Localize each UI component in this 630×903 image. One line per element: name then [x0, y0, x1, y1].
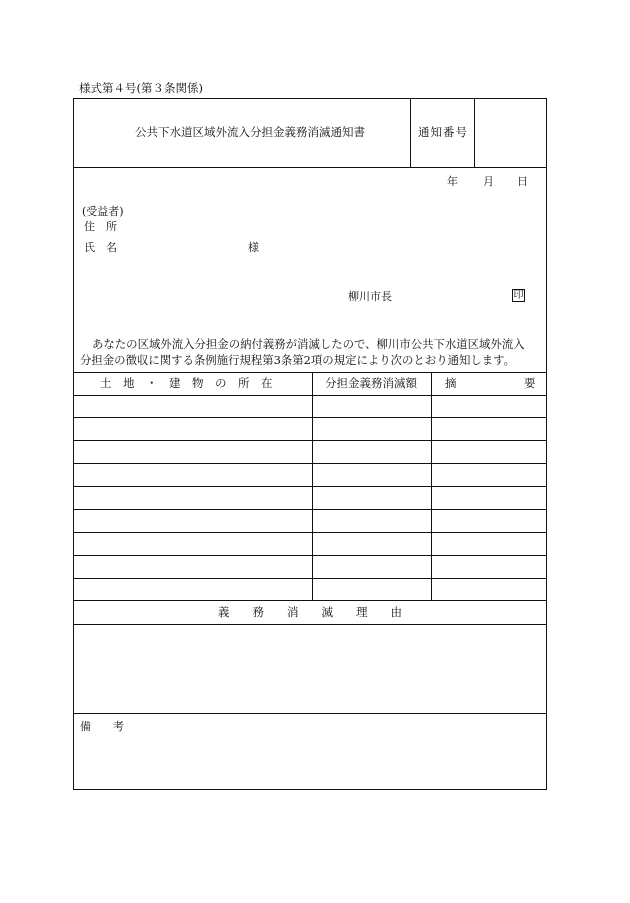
table-row	[73, 510, 547, 533]
cell-location[interactable]	[78, 561, 312, 575]
cell-amount[interactable]	[316, 469, 431, 483]
cell-summary[interactable]	[435, 561, 545, 575]
body-text-line-1: あなたの区域外流入分担金の納付義務が消滅したので、柳川市公共下水道区域外流入	[92, 337, 525, 351]
remarks-label: 備 考	[80, 720, 124, 733]
cell-location[interactable]	[78, 538, 312, 552]
cell-location[interactable]	[78, 469, 312, 483]
table-row	[73, 579, 547, 602]
cell-summary[interactable]	[435, 584, 545, 598]
table-bottom-rule	[73, 600, 547, 601]
cell-amount[interactable]	[316, 515, 431, 529]
table-top-rule	[73, 372, 547, 373]
mayor-title: 柳川市長	[348, 290, 392, 303]
table-row	[73, 487, 547, 510]
header-bottom-rule	[73, 167, 547, 168]
table-row	[73, 395, 547, 418]
column-header-location: 土 地 ・ 建 物 の 所 在	[100, 376, 273, 390]
header-divider-left	[410, 98, 411, 168]
cell-summary[interactable]	[435, 469, 545, 483]
cell-location[interactable]	[78, 446, 312, 460]
cell-summary[interactable]	[435, 538, 545, 552]
date-month: 月	[483, 175, 494, 188]
cell-amount[interactable]	[316, 423, 431, 437]
notice-number-label: 通知番号	[418, 125, 468, 139]
name-label: 氏 名	[84, 241, 117, 254]
honorific: 様	[248, 241, 259, 254]
date-year: 年	[447, 175, 458, 188]
cell-summary[interactable]	[435, 515, 545, 529]
cell-location[interactable]	[78, 515, 312, 529]
table-row	[73, 464, 547, 487]
table-row	[73, 556, 547, 579]
cell-location[interactable]	[78, 492, 312, 506]
cell-summary[interactable]	[435, 492, 545, 506]
cell-location[interactable]	[78, 400, 312, 414]
remarks-top-rule	[73, 713, 547, 714]
reason-heading-rule	[73, 624, 547, 625]
column-header-summary-1: 摘	[445, 376, 457, 390]
cell-location[interactable]	[78, 423, 312, 437]
cell-amount[interactable]	[316, 584, 431, 598]
column-header-summary-2: 要	[524, 376, 536, 390]
cell-amount[interactable]	[316, 538, 431, 552]
cell-location[interactable]	[78, 584, 312, 598]
address-label: 住 所	[84, 220, 117, 233]
body-text-line-2: 分担金の徴収に関する条例施行規程第3条第2項の規定により次のとおり通知します。	[80, 353, 516, 367]
date-day: 日	[517, 175, 528, 188]
cell-amount[interactable]	[316, 446, 431, 460]
cell-summary[interactable]	[435, 423, 545, 437]
seal-mark: 印	[513, 290, 524, 301]
cell-amount[interactable]	[316, 400, 431, 414]
beneficiary-label: (受益者)	[82, 205, 124, 218]
table-row	[73, 418, 547, 441]
form-title: 公共下水道区域外流入分担金義務消滅通知書	[135, 125, 365, 139]
column-header-amount: 分担金義務消滅額	[325, 376, 417, 390]
header-divider-right	[474, 98, 475, 168]
table-row	[73, 533, 547, 556]
cell-summary[interactable]	[435, 400, 545, 414]
cell-amount[interactable]	[316, 492, 431, 506]
cell-summary[interactable]	[435, 446, 545, 460]
cell-amount[interactable]	[316, 561, 431, 575]
table-row	[73, 441, 547, 464]
reason-heading: 義 務 消 滅 理 由	[218, 605, 402, 619]
form-number-label: 様式第４号(第３条関係)	[79, 81, 203, 95]
